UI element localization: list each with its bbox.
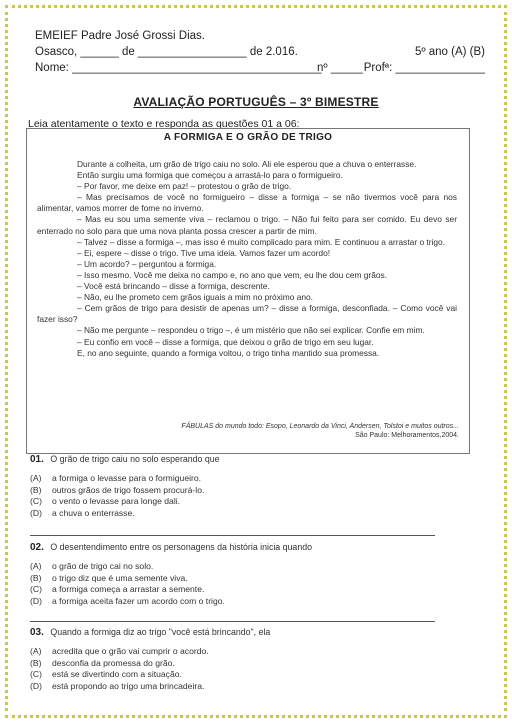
instruction: Leia atentamente o texto e responda as questões 01 a 06:: [28, 118, 300, 130]
question-prompt: [30, 627, 450, 638]
date-line: [35, 44, 485, 60]
option-text: o trigo diz que é uma semente viva.: [52, 572, 188, 583]
school-line: [35, 28, 485, 44]
option-text: o grão de trigo cai no solo.: [52, 561, 154, 571]
option-letter: (A): [30, 646, 42, 656]
option-text: o vento o levasse para longe dali.: [52, 496, 181, 506]
option-letter: (D): [30, 680, 42, 691]
source-book: FÁBULAS do mundo todo: Esopo, Leonardo da Vinci, Andersen, Tolstoi e muitos outros...: [181, 423, 459, 430]
header: [35, 28, 485, 76]
name-line: [35, 60, 485, 76]
answer-option[interactable]: [30, 473, 450, 485]
story-paragraph: Então surgiu uma formiga que começou a arrastá-lo para o formigueiro.: [77, 170, 343, 181]
option-letter: (A): [30, 561, 42, 571]
question-separator: [30, 621, 435, 622]
option-letter: (B): [30, 484, 42, 495]
question-02: [30, 542, 450, 607]
question-text: O grão de trigo caiu no solo esperando que: [50, 454, 220, 464]
option-text: acredita que o grão vai cumprir o acordo.: [52, 646, 209, 656]
answer-option[interactable]: [30, 508, 450, 520]
option-letter: (C): [30, 669, 42, 679]
option-text: outros grãos de trigo fossem procurá-lo.: [52, 484, 205, 495]
option-text: está se divertindo com a situação.: [52, 669, 182, 679]
question-prompt: [30, 454, 450, 465]
option-text: desconfia da promessa do grão.: [52, 657, 175, 668]
answer-option[interactable]: [30, 669, 450, 681]
exam-title: AVALIAÇÃO PORTUGUÊS – 3º BIMESTRE: [133, 95, 379, 109]
story-paragraph: – Não, eu lhe prometo cem grãos iguais a mim no próximo ano.: [77, 292, 314, 303]
story-paragraph: – Isso mesmo. Você me deixa no campo e, no ano que vem, eu lhe dou cem grãos.: [77, 269, 388, 280]
answer-option[interactable]: [30, 584, 450, 596]
question-number: 02.: [30, 542, 44, 553]
option-letter: (C): [30, 496, 42, 506]
option-text: está propondo ao trigo uma brincadeira.: [52, 680, 205, 691]
story-source: [129, 422, 459, 440]
story-text: [37, 159, 457, 359]
option-text: a formiga começa a arrastar a semente.: [52, 584, 205, 594]
story-paragraph: – Mas precisamos de você no formigueiro – disse a formiga – se não tivermos você para nos alimentar, vamos morrer de fome no inverno.: [37, 192, 457, 214]
story-paragraph: – Eu confio em você – disse a formiga, que deixou o grão de trigo em seu lugar.: [77, 336, 374, 347]
answer-option[interactable]: [30, 561, 450, 573]
answer-option[interactable]: [30, 596, 450, 608]
option-letter: (A): [30, 473, 42, 483]
story-paragraph: E, no ano seguinte, quando a formiga voltou, o trigo tinha mantido sua promessa.: [77, 347, 380, 358]
question-number: 03.: [30, 627, 44, 638]
name-field: Nome: _______________________________________: [35, 62, 322, 74]
story-paragraph: – Talvez – disse a formiga –, mas isso é muito complicado para mim. E continuou a arrastar o trigo.: [77, 236, 446, 247]
date-field: Osasco, ______ de _________________ de 2.016.: [35, 46, 298, 58]
question-separator: [30, 535, 435, 536]
source-publisher: São Paulo: Melhoramentos,2004.: [355, 432, 459, 439]
teacher-field: Profª: ______________: [363, 62, 485, 74]
story-paragraph: Durante a colheita, um grão de trigo caiu no solo. Ali ele esperou que a chuva o enterrasse.: [77, 159, 417, 169]
answer-option[interactable]: [30, 573, 450, 585]
question-03: [30, 627, 450, 692]
grade-label: 5º ano (A) (B): [414, 46, 485, 58]
question-text: O desentendimento entre os personagens da história inicia quando: [50, 542, 312, 552]
question-prompt: [30, 542, 450, 553]
option-text: a formiga aceita fazer um acordo com o trigo.: [52, 595, 225, 606]
answer-option[interactable]: [30, 658, 450, 670]
answer-option[interactable]: [30, 646, 450, 658]
answer-option[interactable]: [30, 496, 450, 508]
option-letter: (B): [30, 572, 42, 583]
story-paragraph: – Você está brincando – disse a formiga, descrente.: [77, 281, 270, 292]
story-paragraph: – Ei, espere – disse o trigo. Tive uma ideia. Vamos fazer um acordo!: [77, 247, 331, 258]
story-paragraph: – Cem grãos de trigo para desistir de apenas um? – disse a formiga, desconfiada. – Como você vai fazer isso?: [37, 303, 457, 325]
story-paragraph: – Não me pergunte – respondeu o trigo –, é um mistério que não sei explicar. Confie em mim.: [77, 325, 425, 336]
story-paragraph: – Por favor, me deixe em paz! – protestou o grão de trigo.: [77, 181, 292, 192]
question-01: [30, 454, 450, 519]
number-field: nº _____: [317, 62, 363, 74]
option-text: a formiga o levasse para o formigueiro.: [52, 473, 202, 483]
story-box: [26, 128, 470, 454]
answer-option[interactable]: [30, 485, 450, 497]
option-text: a chuva o enterrasse.: [52, 507, 135, 518]
option-letter: (B): [30, 657, 42, 668]
option-letter: (D): [30, 507, 42, 518]
answer-option[interactable]: [30, 681, 450, 693]
question-text: Quando a formiga diz ao trigo "você está brincando", ela: [50, 627, 271, 637]
story-paragraph: – Mas eu sou uma semente viva – reclamou o trigo. – Não fui feito para ser comido. Eu devo ser enterrado no solo para que uma nova planta possa crescer a partir de mim.: [37, 214, 457, 236]
option-letter: (C): [30, 584, 42, 594]
question-number: 01.: [30, 454, 44, 465]
option-letter: (D): [30, 595, 42, 606]
story-paragraph: – Um acordo? – perguntou a formiga.: [77, 258, 217, 269]
school-name: EMEIEF Padre José Grossi Dias.: [35, 30, 205, 42]
story-title: A FORMIGA E O GRÃO DE TRIGO: [163, 132, 333, 143]
